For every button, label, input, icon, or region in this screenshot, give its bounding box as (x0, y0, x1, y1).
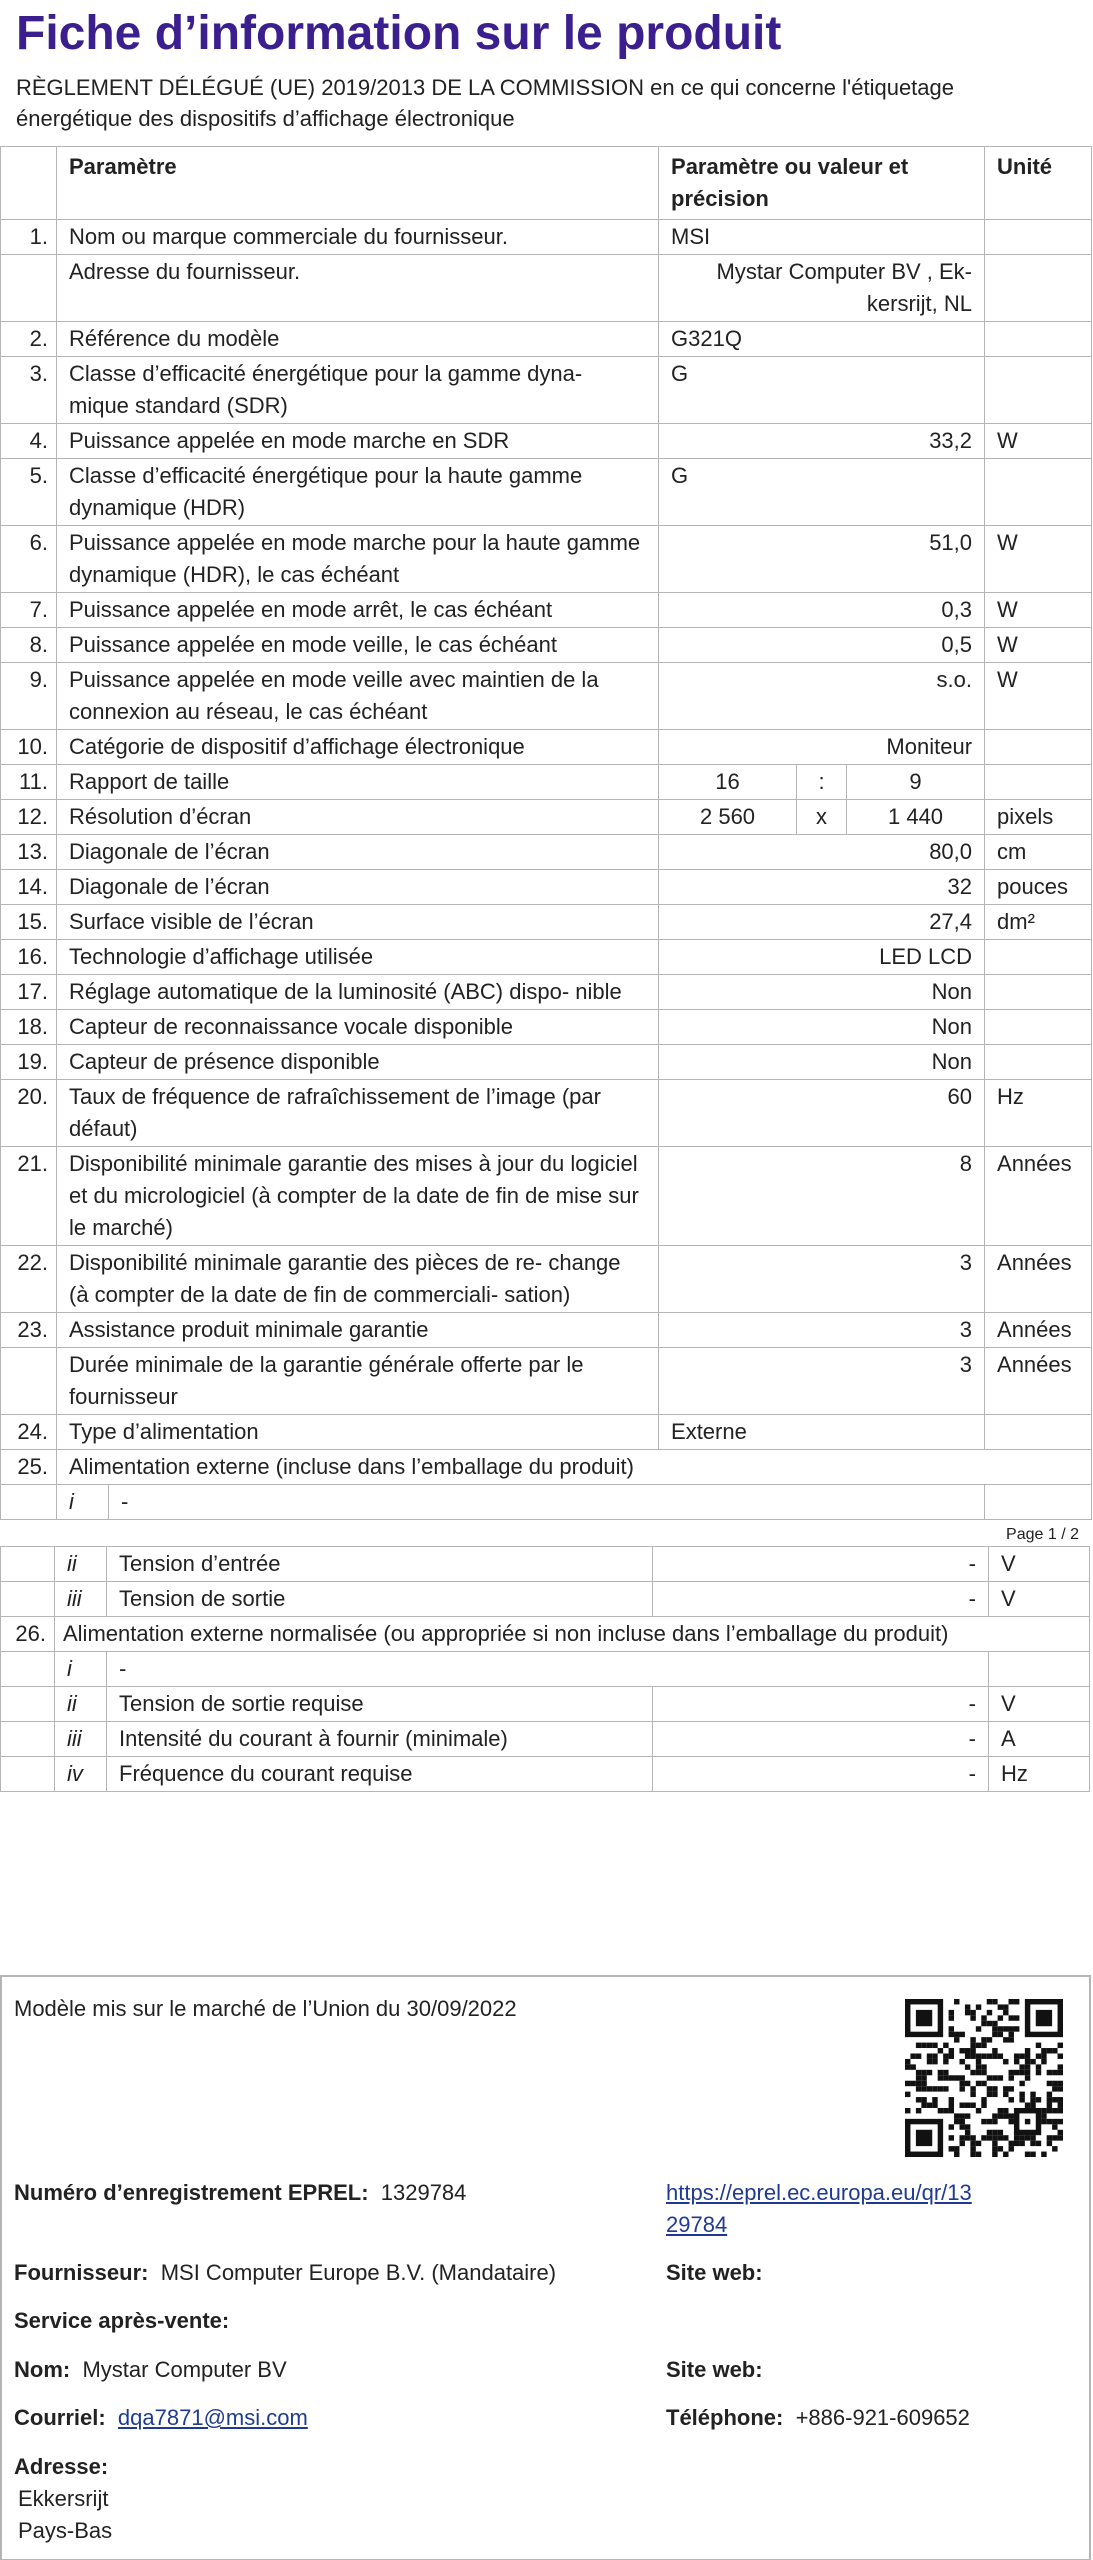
table-row (1, 220, 1092, 255)
row-unit: dm² (985, 905, 1092, 940)
row-unit (985, 975, 1092, 1010)
row-roman: iii (55, 1582, 107, 1617)
row-value: - (653, 1582, 989, 1617)
table-row (1, 1045, 1092, 1080)
row-value: Externe (659, 1415, 985, 1450)
row-unit (985, 765, 1092, 800)
row-unit: A (989, 1722, 1090, 1757)
row-number: 26. (1, 1617, 55, 1652)
row-label: Puissance appelée en mode marche pour la haute gamme dynamique (HDR), le cas échéant (57, 526, 659, 593)
website-label-1: Site web: (666, 2260, 763, 2285)
row-label: Durée minimale de la garantie générale offerte par le fournisseur (57, 1348, 659, 1415)
row-value: 33,2 (659, 424, 985, 459)
empty-cell (1, 1687, 55, 1722)
row-unit (989, 1652, 1090, 1687)
row-unit: Années (985, 1147, 1092, 1246)
name-value: Mystar Computer BV (82, 2357, 287, 2382)
row-unit: pouces (985, 870, 1092, 905)
row-unit (985, 459, 1092, 526)
table-row (1, 730, 1092, 765)
regulation-subtitle (0, 64, 1093, 146)
row-label: Classe d’efficacité énergétique pour la haute gamme dynamique (HDR) (57, 459, 659, 526)
row-number: 23. (1, 1313, 57, 1348)
row-value: 60 (659, 1080, 985, 1147)
row-label: Tension d’entrée (107, 1547, 653, 1582)
table-row-26 (1, 1617, 1090, 1652)
row-label: Technologie d’affichage utilisée (57, 940, 659, 975)
row-label: Résolution d’écran (57, 800, 659, 835)
email-label: Courriel: (14, 2405, 106, 2430)
empty-cell (1, 1485, 57, 1520)
supplier (14, 2257, 556, 2289)
table-row (1, 1010, 1092, 1045)
website-2 (666, 2354, 763, 2386)
service-email (14, 2402, 308, 2434)
row-value: G321Q (659, 322, 985, 357)
aftersales-service (14, 2305, 229, 2337)
eprel-number: 1329784 (380, 2180, 467, 2205)
aftersales-label: Service après-vente: (14, 2308, 230, 2333)
eprel-link-line-1[interactable]: https://eprel.ec.europa.eu/qr/13 (666, 2180, 972, 2205)
row-label: Type d’alimentation (57, 1415, 659, 1450)
row-value: 27,4 (659, 905, 985, 940)
eprel-registration (14, 2177, 466, 2209)
row-number: 15. (1, 905, 57, 940)
supplier-label: Fournisseur: (14, 2260, 149, 2285)
row-unit (985, 1010, 1092, 1045)
service-address (14, 2451, 108, 2483)
row-value: 8 (659, 1147, 985, 1246)
row-value: 80,0 (659, 835, 985, 870)
row-value: 3 (659, 1348, 985, 1415)
row-label: Intensité du courant à fournir (minimale) (107, 1722, 653, 1757)
empty-cell (1, 1722, 55, 1757)
row-label: Assistance produit minimale garantie (57, 1313, 659, 1348)
address-line-2: Pays-Bas (18, 2518, 113, 2543)
table-row (1, 322, 1092, 357)
table-row (1, 870, 1092, 905)
row-value: - (653, 1757, 989, 1792)
row-label: Diagonale de l’écran (57, 835, 659, 870)
row-unit (985, 255, 1092, 322)
row-value: Non (659, 1045, 985, 1080)
row-label: Disponibilité minimale garantie des pièces de re- change (à compter de la date de fin de commerciali- sation) (57, 1246, 659, 1313)
row-unit: W (985, 424, 1092, 459)
row-unit: Hz (989, 1757, 1090, 1792)
row-number: 12. (1, 800, 57, 835)
row-label: Diagonale de l’écran (57, 870, 659, 905)
row-value: 0,3 (659, 593, 985, 628)
table-row (1, 663, 1092, 730)
header-unit: Unité (985, 147, 1092, 220)
row-label: - (109, 1485, 985, 1520)
table-row (1, 1246, 1092, 1313)
row-number: 16. (1, 940, 57, 975)
row-number: 14. (1, 870, 57, 905)
email-link[interactable]: dqa7871@msi.com (117, 2405, 308, 2430)
row-unit: W (985, 628, 1092, 663)
table-row (1, 835, 1092, 870)
supplier-value: MSI Computer Europe B.V. (Mandataire) (160, 2260, 557, 2285)
row-label: Adresse du fournisseur. (57, 255, 659, 322)
row-number: 20. (1, 1080, 57, 1147)
parameters-table (0, 146, 1092, 1520)
table-row (1, 459, 1092, 526)
row-unit (985, 220, 1092, 255)
row-label: Surface visible de l’écran (57, 905, 659, 940)
row-number: 11. (1, 765, 57, 800)
row-number: 9. (1, 663, 57, 730)
row-number: 1. (1, 220, 57, 255)
row-roman: i (57, 1485, 109, 1520)
row-number: 3. (1, 357, 57, 424)
row-number: 21. (1, 1147, 57, 1246)
row-value: 3 (659, 1313, 985, 1348)
row-label: Rapport de taille (57, 765, 659, 800)
table-row (1, 1757, 1090, 1792)
row-value-separator: : (797, 765, 847, 800)
row-unit (985, 730, 1092, 765)
header-num-cell (1, 147, 57, 220)
row-number: 24. (1, 1415, 57, 1450)
row-number: 8. (1, 628, 57, 663)
row-number: 19. (1, 1045, 57, 1080)
page-number: Page 1 / 2 (1006, 1526, 1079, 1543)
table-row (1, 940, 1092, 975)
row-roman: i (55, 1652, 107, 1687)
row-value: 51,0 (659, 526, 985, 593)
table-row-25 (1, 1450, 1092, 1485)
power-supply-table (0, 1546, 1090, 1792)
row-unit: Années (985, 1246, 1092, 1313)
row-number (1, 1348, 57, 1415)
row-label: Alimentation externe normalisée (ou appropriée si non incluse dans l’emballage du produit) (55, 1617, 1090, 1652)
empty-cell (1, 1757, 55, 1792)
row-label: Nom ou marque commerciale du fournisseur. (57, 220, 659, 255)
table-row (1, 1547, 1090, 1582)
row-label: Tension de sortie (107, 1582, 653, 1617)
table-row (1, 526, 1092, 593)
row-unit: W (985, 663, 1092, 730)
row-value-separator: x (797, 800, 847, 835)
row-label: Capteur de présence disponible (57, 1045, 659, 1080)
row-label: Classe d’efficacité énergétique pour la gamme dyna- mique standard (SDR) (57, 357, 659, 424)
table-row (1, 1147, 1092, 1246)
page-title: Fiche d’information sur le produit (16, 7, 782, 60)
row-roman: ii (55, 1547, 107, 1582)
row-value: 3 (659, 1246, 985, 1313)
address-label: Adresse: (14, 2454, 109, 2479)
row-value: LED LCD (659, 940, 985, 975)
row-value: Non (659, 975, 985, 1010)
address-line-1: Ekkersrijt (18, 2486, 109, 2511)
row-value: 0,5 (659, 628, 985, 663)
supplier-information-box (0, 1975, 1091, 2560)
row-value: G (659, 459, 985, 526)
table-row (1, 1687, 1090, 1722)
eprel-link-line-2[interactable]: 29784 (666, 2212, 728, 2237)
row-unit: V (989, 1687, 1090, 1722)
row-unit: pixels (985, 800, 1092, 835)
row-number: 10. (1, 730, 57, 765)
row-value: Non (659, 1010, 985, 1045)
empty-cell (1, 1582, 55, 1617)
table-row (1, 593, 1092, 628)
header-value: Paramètre ou valeur et précision (659, 147, 985, 220)
website-1 (666, 2257, 763, 2289)
row-value: Mystar Computer BV , Ek- kersrijt, NL (659, 255, 985, 322)
table-row-26-i (1, 1652, 1090, 1687)
row-roman: iii (55, 1722, 107, 1757)
row-roman: iv (55, 1757, 107, 1792)
qr-code-icon[interactable] (905, 1999, 1063, 2157)
name-label: Nom: (14, 2357, 71, 2382)
table-row (1, 628, 1092, 663)
row-label: Tension de sortie requise (107, 1687, 653, 1722)
phone-label: Téléphone: (666, 2405, 784, 2430)
row-number: 4. (1, 424, 57, 459)
row-value: - (653, 1547, 989, 1582)
row-label: Capteur de reconnaissance vocale disponible (57, 1010, 659, 1045)
row-unit (985, 940, 1092, 975)
subtitle-line-1: RÈGLEMENT DÉLÉGUÉ (UE) 2019/2013 DE LA COMMISSION en ce qui concerne l'étiquetage (16, 75, 954, 100)
empty-cell (1, 1652, 55, 1687)
row-unit: Hz (985, 1080, 1092, 1147)
table-row-25-i (1, 1485, 1092, 1520)
row-label: Référence du modèle (57, 322, 659, 357)
row-label: Taux de fréquence de rafraîchissement de l’image (par défaut) (57, 1080, 659, 1147)
row-unit: cm (985, 835, 1092, 870)
row-unit (985, 1415, 1092, 1450)
table-row (1, 1722, 1090, 1757)
row-label: Disponibilité minimale garantie des mises à jour du logiciel et du micrologiciel (à compter de la date de fin de mise sur le marché) (57, 1147, 659, 1246)
row-label: Puissance appelée en mode veille, le cas échéant (57, 628, 659, 663)
service-phone (666, 2402, 970, 2434)
table-row (1, 800, 1092, 835)
row-value: G (659, 357, 985, 424)
row-number: 6. (1, 526, 57, 593)
row-number: 18. (1, 1010, 57, 1045)
row-number: 25. (1, 1450, 57, 1485)
table-row (1, 357, 1092, 424)
row-number: 5. (1, 459, 57, 526)
row-roman: ii (55, 1687, 107, 1722)
row-value: Moniteur (659, 730, 985, 765)
service-name (14, 2354, 287, 2386)
website-label-2: Site web: (666, 2357, 763, 2382)
row-number: 13. (1, 835, 57, 870)
table-row (1, 975, 1092, 1010)
row-label: Fréquence du courant requise (107, 1757, 653, 1792)
row-label: - (107, 1652, 989, 1687)
phone-value: +886-921-609652 (795, 2405, 970, 2430)
table-row (1, 1313, 1092, 1348)
row-label: Réglage automatique de la luminosité (ABC) dispo- nible (57, 975, 659, 1010)
row-unit (985, 357, 1092, 424)
eprel-label: Numéro d’enregistrement EPREL: (14, 2180, 369, 2205)
row-unit: V (989, 1582, 1090, 1617)
row-number: 2. (1, 322, 57, 357)
empty-cell (1, 1547, 55, 1582)
row-label: Catégorie de dispositif d’affichage électronique (57, 730, 659, 765)
row-value-part-2: 9 (847, 765, 985, 800)
row-number (1, 255, 57, 322)
table-row (1, 1415, 1092, 1450)
header-param: Paramètre (57, 147, 659, 220)
subtitle-line-2: énergétique des dispositifs d’affichage électronique (16, 106, 515, 131)
row-value-part-2: 1 440 (847, 800, 985, 835)
eprel-link[interactable] (666, 2177, 1066, 2241)
row-value: s.o. (659, 663, 985, 730)
row-label: Alimentation externe (incluse dans l’emballage du produit) (57, 1450, 1092, 1485)
row-label: Puissance appelée en mode arrêt, le cas échéant (57, 593, 659, 628)
row-value-part-1: 2 560 (659, 800, 797, 835)
row-unit: W (985, 593, 1092, 628)
table-header-row (1, 147, 1092, 220)
row-label: Puissance appelée en mode marche en SDR (57, 424, 659, 459)
row-unit: V (989, 1547, 1090, 1582)
row-number: 7. (1, 593, 57, 628)
row-unit: Années (985, 1348, 1092, 1415)
row-label: Puissance appelée en mode veille avec maintien de la connexion au réseau, le cas échéant (57, 663, 659, 730)
row-unit (985, 322, 1092, 357)
row-unit: W (985, 526, 1092, 593)
row-value: MSI (659, 220, 985, 255)
table-row (1, 1582, 1090, 1617)
row-unit (985, 1485, 1092, 1520)
market-date: Modèle mis sur le marché de l’Union du 30/09/2022 (14, 1996, 517, 2021)
table-row (1, 905, 1092, 940)
table-row (1, 1348, 1092, 1415)
table-row (1, 1080, 1092, 1147)
table-row (1, 765, 1092, 800)
row-value: - (653, 1722, 989, 1757)
table-row (1, 255, 1092, 322)
row-number: 22. (1, 1246, 57, 1313)
row-unit (985, 1045, 1092, 1080)
table-row (1, 424, 1092, 459)
row-unit: Années (985, 1313, 1092, 1348)
row-value-part-1: 16 (659, 765, 797, 800)
row-value: 32 (659, 870, 985, 905)
row-value: - (653, 1687, 989, 1722)
row-number: 17. (1, 975, 57, 1010)
